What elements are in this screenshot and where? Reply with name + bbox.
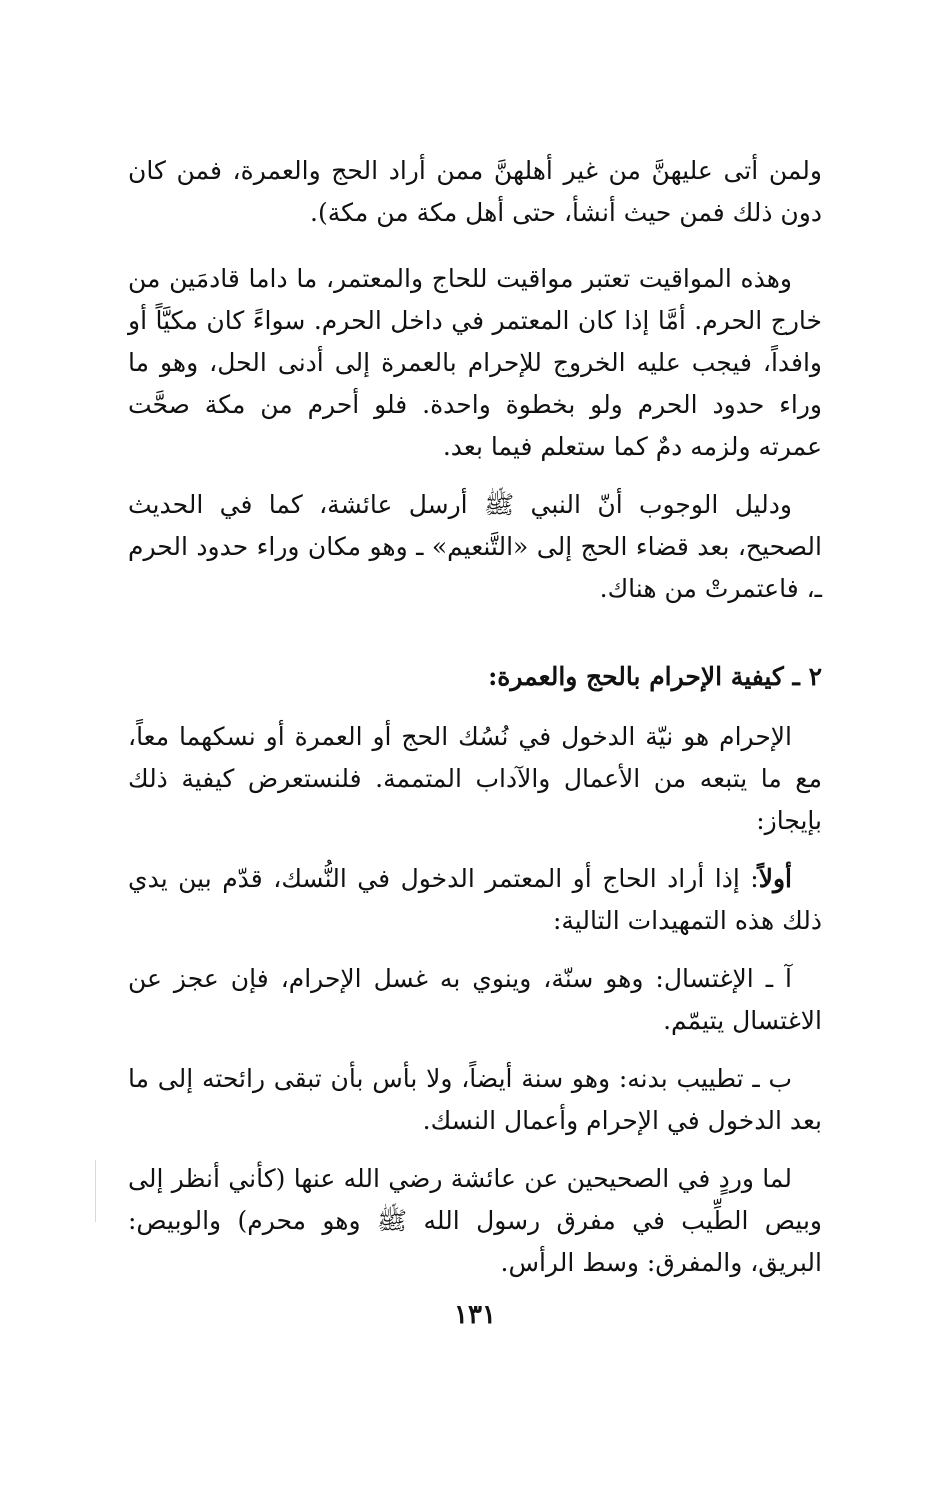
- paragraph-perfume: ب ـ تطييب بدنه: وهو سنة أيضاً، ولا بأس بأن تبقى رائحته إلى ما بعد الدخول في الإحرام وأعمال النسك.: [128, 1064, 822, 1135]
- paragraph-miqat-explanation: وهذه المواقيت تعتبر مواقيت للحاج والمعتمر، ما داما قادمَين من خارج الحرم. أمَّا إذا كان المعتمر في داخل الحرم. سواءً كان مكيَّاً أو وافداً، فيجب عليه الخروج للإحرام بالعمرة إلى أدنى الحل، وهو ما وراء حدود الحرم ولو بخطوة واحدة. فلو أحرم من مكة صحَّت عمرته ولزمه دمٌ كما ستعلم فيما بعد.: [128, 264, 822, 461]
- section-heading: ٢ ـ كيفية الإحرام بالحج والعمرة:: [488, 662, 822, 691]
- page-number: ١٣١: [454, 1300, 496, 1330]
- paragraph-aisha-hadith: لما وردٍ في الصحيحين عن عائشة رضي الله عنها (كأني أنظر إلى وبيص الطِّيب في مفرق رسول الله ﷺ وهو محرم) والوبيص: البريق، والمفرق: وسط الرأس.: [128, 1164, 822, 1277]
- paragraph-ghusl: آ ـ الإغتسال: وهو سنّة، وينوي به غسل الإحرام، فإن عجز عن الاغتسال يتيمّم.: [128, 964, 822, 1035]
- paragraph-first-point: [128, 858, 822, 942]
- page-body: [128, 150, 822, 1300]
- paragraph-hadith-continuation: ولمن أتى عليهنَّ من غير أهلهنَّ ممن أراد الحج والعمرة، فمن كان دون ذلك فمن حيث أنشأ، حتى أهل مكة من مكة).: [128, 156, 822, 227]
- paragraph-ihram-definition: الإحرام هو نيّة الدخول في نُسُك الحج أو العمرة أو نسكهما معاً، مع ما يتبعه من الأعمال والآداب المتممة. فلنستعرض كيفية ذلك بإيجاز:: [128, 722, 822, 835]
- paragraph-evidence: ودليل الوجوب أنّ النبي ﷺ أرسل عائشة، كما في الحديث الصحيح، بعد قضاء الحج إلى «التَّنعيم» ـ وهو مكان وراء حدود الحرم ـ، فاعتمرتْ من هناك.: [128, 490, 822, 603]
- first-point-label: أولاً: [758, 864, 792, 893]
- first-point-text: : إذا أراد الحاج أو المعتمر الدخول في النُّسك، قدّم بين يدي ذلك هذه التمهيدات التالية:: [128, 864, 822, 935]
- margin-line: [95, 1160, 96, 1222]
